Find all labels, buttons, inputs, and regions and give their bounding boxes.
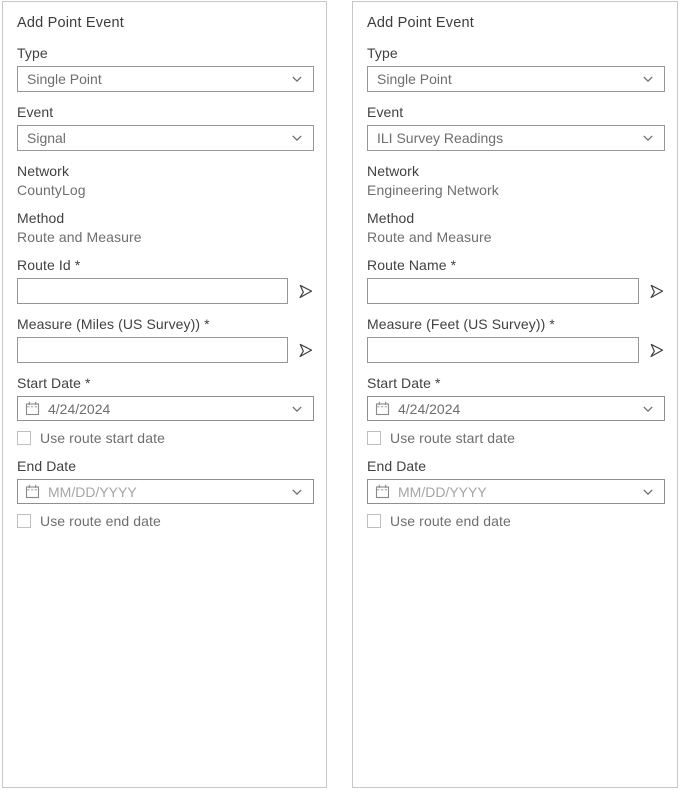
network-value: CountyLog <box>17 182 86 198</box>
measure-label: Measure (Miles (US Survey)) * <box>17 316 210 332</box>
route-id-input[interactable] <box>17 278 288 304</box>
chevron-down-icon <box>290 485 304 499</box>
event-select-value: ILI Survey Readings <box>377 130 504 146</box>
start-date-picker[interactable] <box>17 396 314 421</box>
panel-title: Add Point Event <box>17 15 124 31</box>
route-id-label: Route Id * <box>17 257 81 273</box>
chevron-down-icon <box>641 72 655 86</box>
chevron-down-icon <box>641 402 655 416</box>
use-route-start-date-checkbox[interactable] <box>367 431 381 445</box>
type-select[interactable] <box>367 66 665 92</box>
method-value: Route and Measure <box>17 229 142 245</box>
type-select[interactable] <box>17 66 314 92</box>
pick-from-map-icon[interactable] <box>296 281 314 301</box>
panel-title: Add Point Event <box>367 15 474 31</box>
network-label: Network <box>17 163 70 179</box>
calendar-icon <box>375 484 390 499</box>
start-date-label: Start Date * <box>367 375 441 391</box>
use-route-start-date-label: Use route start date <box>40 430 165 446</box>
method-label: Method <box>17 210 65 226</box>
pick-from-map-icon[interactable] <box>296 340 314 360</box>
measure-input[interactable] <box>367 337 639 363</box>
chevron-down-icon <box>290 402 304 416</box>
use-route-end-date-label: Use route end date <box>40 513 161 529</box>
start-date-label: Start Date * <box>17 375 91 391</box>
add-point-event-panel-right <box>352 1 678 788</box>
use-route-end-date-label: Use route end date <box>390 513 511 529</box>
use-route-end-date-row[interactable] <box>17 513 314 529</box>
start-date-picker[interactable] <box>367 396 665 421</box>
start-date-value: 4/24/2024 <box>48 400 111 417</box>
use-route-start-date-row[interactable] <box>367 430 665 446</box>
network-label: Network <box>367 163 420 179</box>
end-date-picker[interactable] <box>367 479 665 504</box>
event-select[interactable] <box>367 125 665 151</box>
calendar-icon <box>375 401 390 416</box>
event-label: Event <box>17 104 54 120</box>
start-date-value: 4/24/2024 <box>398 400 461 417</box>
event-select[interactable] <box>17 125 314 151</box>
method-value: Route and Measure <box>367 229 492 245</box>
measure-input[interactable] <box>17 337 288 363</box>
route-name-input[interactable] <box>367 278 639 304</box>
end-date-label: End Date <box>367 458 427 474</box>
use-route-end-date-checkbox[interactable] <box>367 514 381 528</box>
pick-from-map-icon[interactable] <box>647 340 665 360</box>
pick-from-map-icon[interactable] <box>647 281 665 301</box>
use-route-start-date-checkbox[interactable] <box>17 431 31 445</box>
type-select-value: Single Point <box>377 71 452 87</box>
network-value: Engineering Network <box>367 182 499 198</box>
end-date-picker[interactable] <box>17 479 314 504</box>
type-select-value: Single Point <box>27 71 102 87</box>
event-select-value: Signal <box>27 130 66 146</box>
use-route-start-date-label: Use route start date <box>390 430 515 446</box>
end-date-placeholder: MM/DD/YYYY <box>48 483 137 500</box>
chevron-down-icon <box>641 485 655 499</box>
chevron-down-icon <box>290 131 304 145</box>
calendar-icon <box>25 401 40 416</box>
chevron-down-icon <box>641 131 655 145</box>
calendar-icon <box>25 484 40 499</box>
end-date-placeholder: MM/DD/YYYY <box>398 483 487 500</box>
add-point-event-panel-left <box>2 1 327 788</box>
chevron-down-icon <box>290 72 304 86</box>
route-name-label: Route Name * <box>367 257 457 273</box>
use-route-end-date-checkbox[interactable] <box>17 514 31 528</box>
type-label: Type <box>367 45 398 61</box>
use-route-start-date-row[interactable] <box>17 430 314 446</box>
measure-label: Measure (Feet (US Survey)) * <box>367 316 555 332</box>
use-route-end-date-row[interactable] <box>367 513 665 529</box>
event-label: Event <box>367 104 404 120</box>
type-label: Type <box>17 45 48 61</box>
method-label: Method <box>367 210 415 226</box>
end-date-label: End Date <box>17 458 77 474</box>
